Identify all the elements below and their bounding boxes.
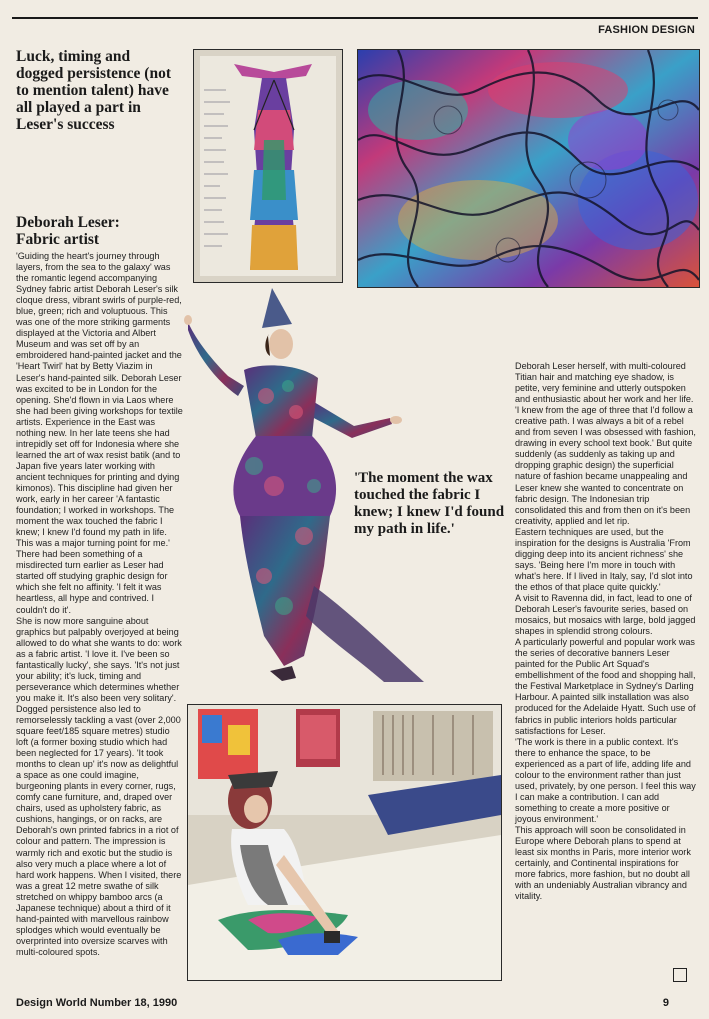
paragraph: Eastern techniques are used, but the inspiration for the designs is Australia 'From digging deep into its ancient richness' she says. 'Being here I'm more in touch with what's here. If I lived in Italy, say, I'd slot into the ethos of that place quite quickly.' — [515, 526, 693, 592]
paragraph: 'I knew from the age of three that I'd follow a creative path. I was always a bit of a rebel and from seven I was obsessed with fashion, drawing in every school text book.' But quite suddenly (as suddenly as taking up and dropping graphic design) the superficial nature of fashion became unappealing and Leser knew she wanted to concentrate on fabric design. The Indonesian trip consolidated this and from then on it's been creativity, applied and let rip. — [515, 405, 696, 526]
pull-quote-mid: 'The moment the wax touched the fabric I knew; I knew I'd found my path in life.' — [354, 470, 505, 537]
paragraph: She is now more sanguine about graphics but palpably overjoyed at being allowed to do what she wants to do: work as a fabric artist. 'I love it. I've been so fantastically lucky', she says. 'It's not just your ability; it's luck, timing and perseverance which determines whether you make it. It's also been very solitary'. — [16, 615, 182, 703]
fabric-pattern — [358, 50, 699, 287]
paragraph: Dogged persistence also led to remorselessly tackling a vast (over 2,000 square feet/185 square metres) studio loft (a former boxing studio which had been neglected for 17 years). 'It took months to clean up' it's now as delightful a space as one could imagine, burgeoning plants in every corner, rugs, comfy cane furniture, and, draped over chairs, used as upholstery fabric, as cushions, hangings, or on racks, are Deborah's own printed fabrics in a riot of colour and pattern. The impression is warmly rich and exotic but the studio is also very much a place where a lot of hard work happens. When I visited, there was a great 12 metre swathe of silk stretched on whippy bamboo arcs (a Japanese technique) about a third of it hand-painted with marvellous rainbow splodges which would eventually be overprinted into oversize scarves with multi-coloured spots. — [16, 703, 182, 957]
headline-line-1: Deborah Leser: — [16, 214, 120, 231]
footer-publication: Design World Number 18, 1990 — [16, 997, 178, 1009]
sketch-photo — [193, 49, 343, 283]
fabric-detail-photo — [357, 49, 700, 288]
paragraph: A particularly powerful and popular work was the series of decorative banners Leser painted for the Public Art Squad's embellishment of the food and shopping hall, the Festival Marketplace in Sydney's Darling Harbour. A painted silk installation was also produced for the Adelaide Hyatt. Such use of fabrics in public interiors holds particular satisfactions for Leser. — [515, 637, 696, 736]
paragraph: This approach will soon be consolidated in Europe where Deborah plans to spend at least six months in Paris, more interior work certainly, and Continental inspirations for more fabrics, more fashion, but no doubt all with an undeniably Australian vibrancy and vitality. — [515, 824, 691, 902]
paragraph: 'Guiding the heart's journey through layers, from the sea to the galaxy' was the romantic legend accompanying Sydney fabric artist Deborah Leser's silk cloque dress, vibrant swirls of purple-red, blue, green; rich and voluptuous. This was one of the more striking garments displayed at the Victoria and Albert Museum and was set off by an embroidered hand-painted jacket and the 'Heart Twirl' hat by Betty Viazim in Leser's hand-painted silk. Deborah Leser was excited to be in London for the opening. She'd flown in via Laos where she had been giving workshops for textile artists. Experience in the East was nothing new. In her late teens she had intrepidly set off for Indonesia where she learned the art of wax resist batik (and to Japan five years later working with ancient techniques for printing and dying kimonos). This discipline had given her work, early in her career 'A fantastic foundation; I worked in workshops. The moment the wax touched the fabric I knew; I knew I'd found my path in life. This was a major turning point for me.' There had been something of a misdirected turn earlier as Leser had started off studying graphic design for which she felt no affinity. 'I felt it was heartless, all hype and contrived. I couldn't do it'. — [16, 251, 183, 615]
page-number: 9 — [662, 997, 669, 1009]
top-rule — [12, 17, 698, 19]
article-headline — [16, 214, 181, 248]
section-label: FASHION DESIGN — [598, 24, 695, 36]
paragraph: A visit to Ravenna did, in fact, lead to one of Deborah Leser's favourite series, based on mosaics, but mosaics with large, bold jagged shapes in splendid strong colours. — [515, 592, 696, 637]
end-mark — [673, 968, 687, 982]
body-column-1 — [16, 251, 184, 958]
pull-quote-top: Luck, timing and dogged persistence (not to mention talent) have all played a part in Leser's success — [16, 48, 171, 133]
paragraph: 'The work is there in a public context. It's there to enhance the space, to be experienced as a part of life, adding life and colour to the environment rather than just used, privately, by one person. I feel this way I can make a contribution. I can add something to create a more positive or joyous environment.' — [515, 736, 696, 824]
studio-scene — [188, 705, 501, 980]
sketch-illustration — [194, 50, 342, 282]
studio-photo — [187, 704, 502, 981]
body-column-3 — [515, 361, 697, 902]
headline-line-2: Fabric artist — [16, 231, 100, 248]
paragraph: Deborah Leser herself, with multi-coloured Titian hair and matching eye shadow, is petite, very feminine and utterly outspoken and enthusiastic about her work and her life. — [515, 361, 694, 405]
